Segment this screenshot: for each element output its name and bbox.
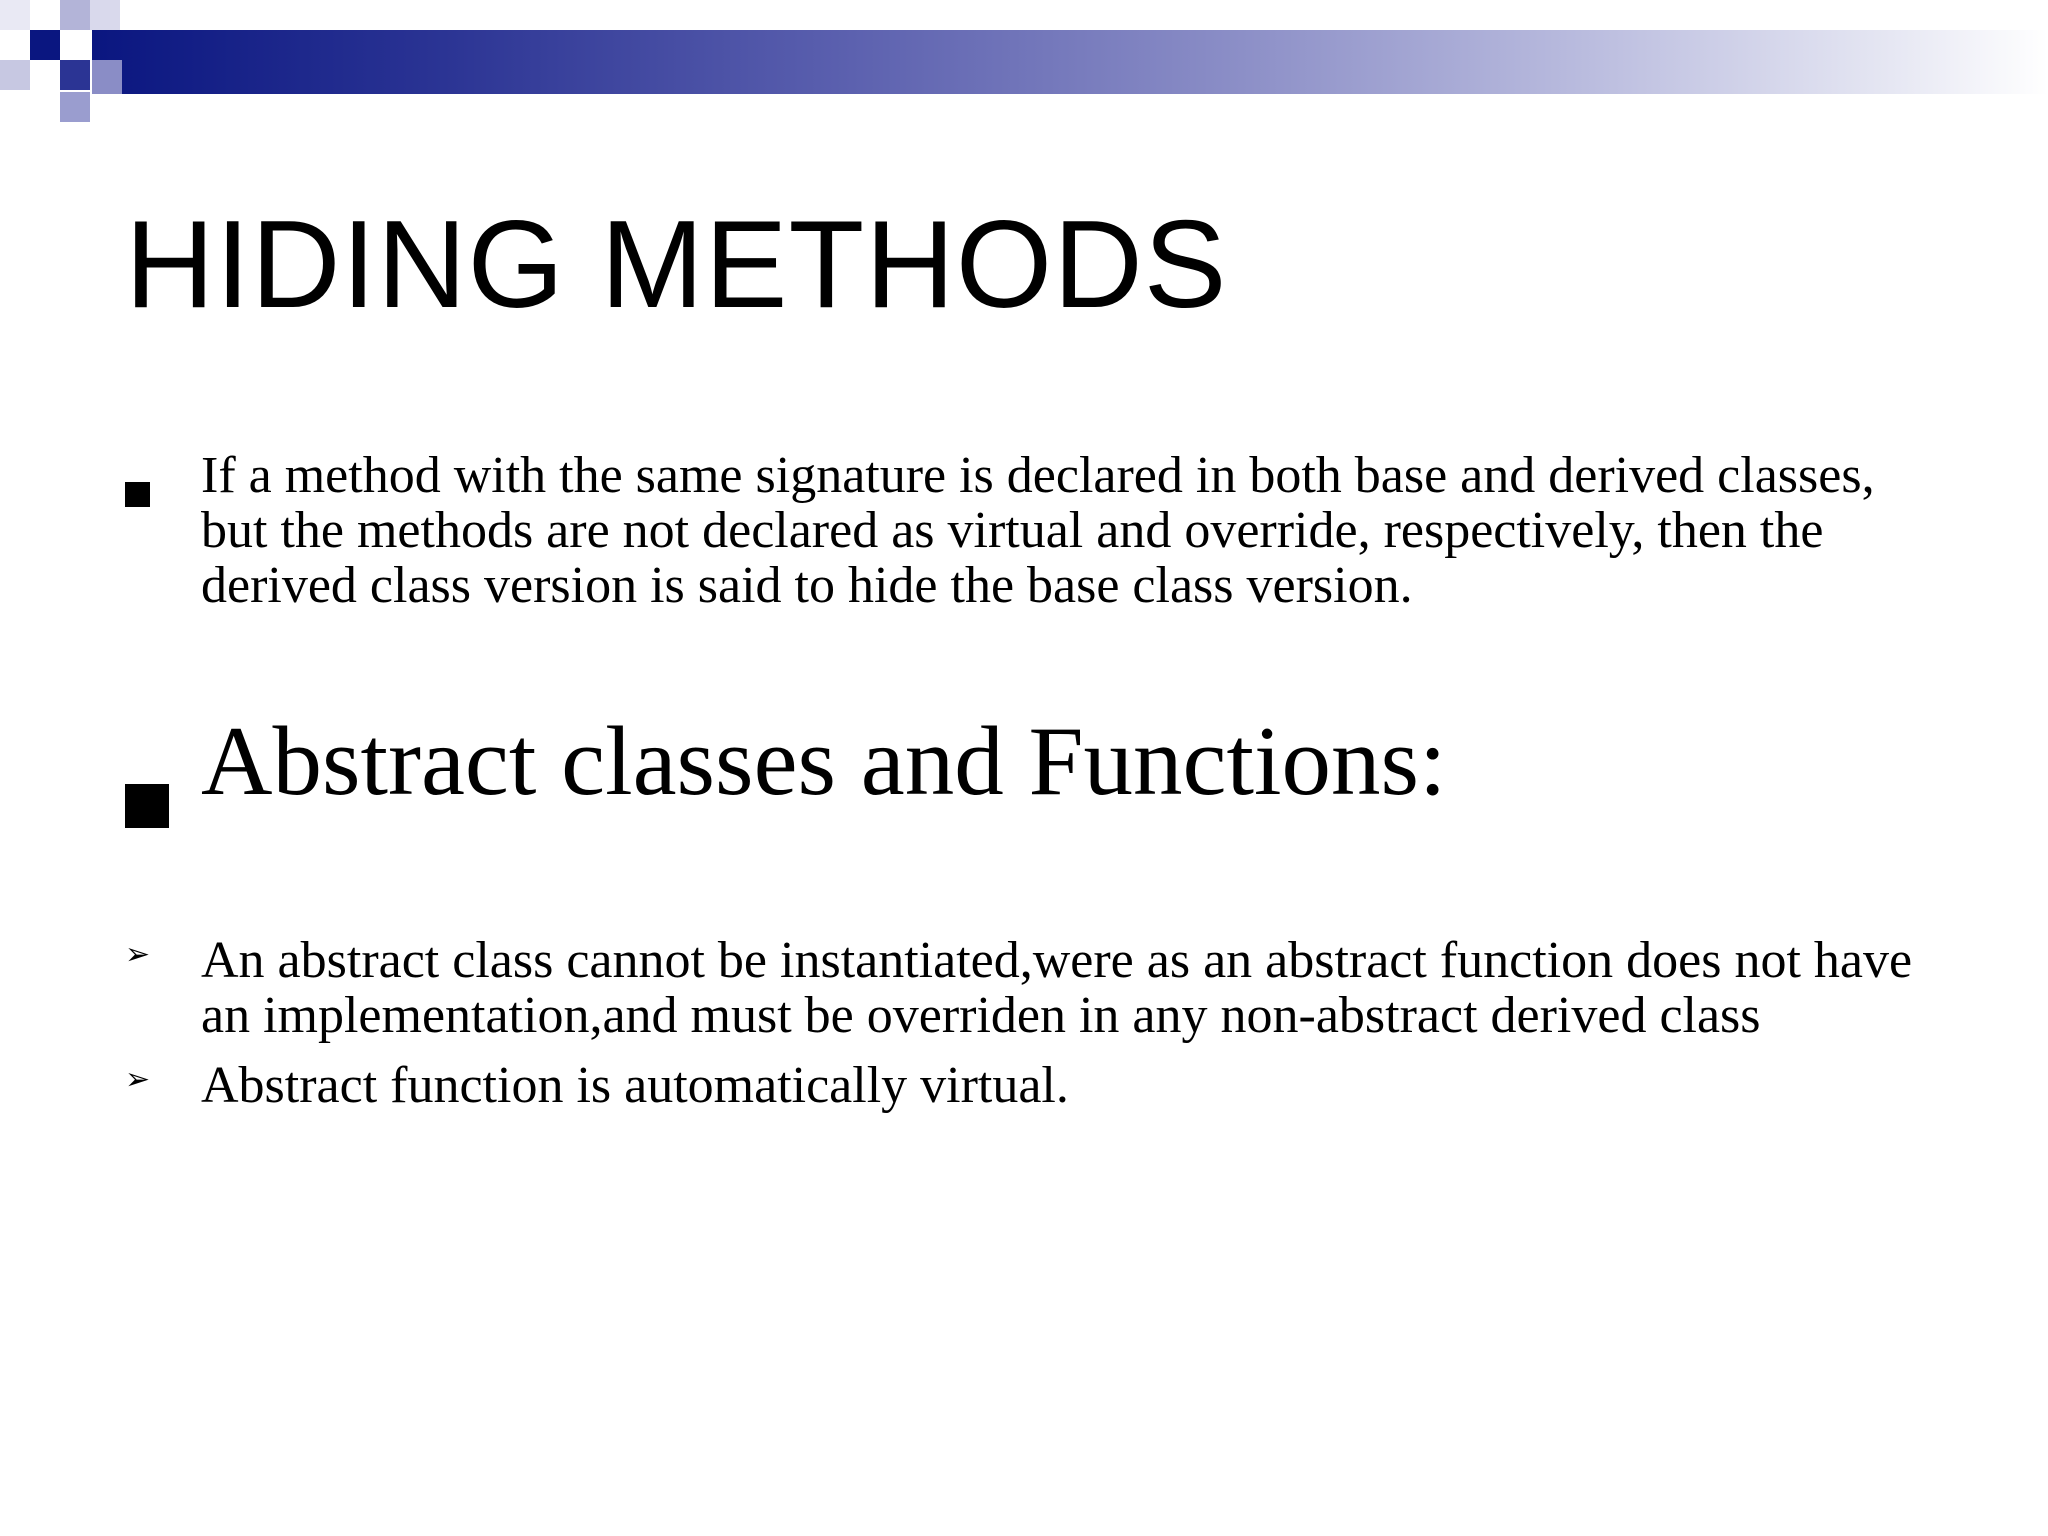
decorative-square <box>0 60 30 90</box>
decorative-square <box>0 0 30 30</box>
slide-title: HIDING METHODS <box>125 196 1228 334</box>
arrow-bullet-icon: ➢ <box>125 937 151 972</box>
decorative-square <box>30 30 60 60</box>
arrow-bullet-icon: ➢ <box>125 1062 151 1097</box>
square-bullet-icon <box>125 463 150 518</box>
bullet-heading-text: Abstract classes and Functions: <box>201 707 1447 816</box>
sub-bullet-text: An abstract class cannot be instantiated,were as an abstract function does not have an implementation,and must be overriden in any non-abstract derived class <box>201 932 1913 1044</box>
bullet-text: If a method with the same signature is declared in both base and derived classes, but the methods are not declared as virtual and override, respectively, then the derived class version is said to hide the base class version. <box>201 447 1875 614</box>
bullet-item <box>125 707 1925 817</box>
decorative-square <box>60 0 90 30</box>
decorative-square <box>60 60 90 90</box>
decorative-square <box>60 92 90 122</box>
decorative-square <box>92 60 122 94</box>
square-bullet-icon <box>125 741 169 851</box>
decorative-square <box>90 0 120 30</box>
gradient-header-bar <box>92 30 2048 94</box>
sub-bullet-text: Abstract function is automatically virtual. <box>201 1057 1069 1114</box>
sub-bullet-item <box>125 1058 1925 1113</box>
sub-bullet-item <box>125 933 1925 1043</box>
slide-body <box>125 448 1925 1113</box>
bullet-item <box>125 448 1925 613</box>
